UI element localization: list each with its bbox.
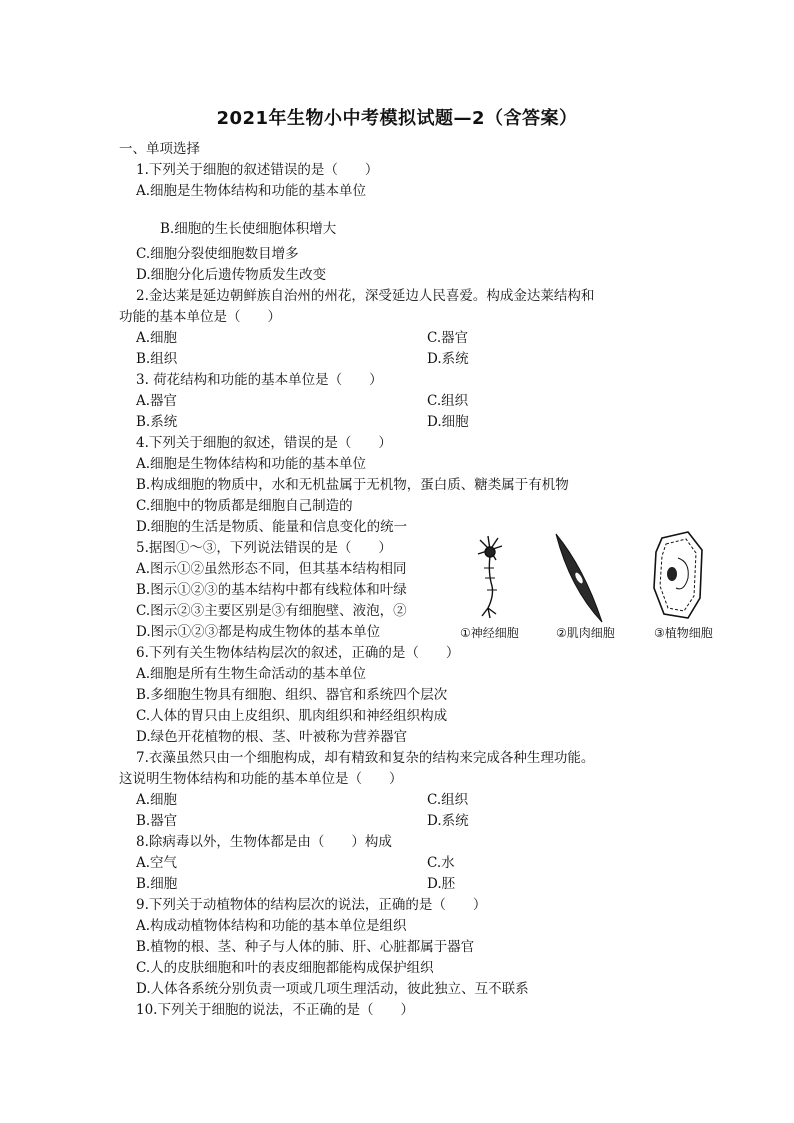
muscle-cell-illustration	[556, 534, 602, 622]
q3-option-c: C.组织	[427, 393, 469, 409]
q7-option-b: B.器官	[136, 813, 178, 829]
q8-option-c: C.水	[427, 855, 455, 871]
q5-option-d: D.图示①②③都是构成生物体的基本单位	[136, 624, 381, 640]
q8-option-d: D.胚	[427, 876, 456, 892]
caption-neuron: ①神经细胞	[460, 626, 519, 640]
section-heading: 一、单项选择	[119, 141, 200, 157]
q1-option-d: D.细胞分化后遗传物质发生改变	[136, 267, 327, 283]
caption-plant: ③植物细胞	[654, 626, 713, 640]
question-3: 3. 荷花结构和功能的基本单位是（ ）	[136, 372, 383, 388]
cell-illustrations	[452, 528, 732, 623]
question-5: 5.据图①～③，下列说法错误的是（ ）	[136, 540, 392, 556]
question-7-cont: 这说明生物体结构和功能的基本单位是（ ）	[119, 771, 403, 787]
question-2: 2.金达莱是延边朝鲜族自治州的州花，深受延边人民喜爱。构成金达莱结构和	[136, 288, 595, 304]
q6-option-d: D.绿色开花植物的根、茎、叶被称为营养器官	[136, 729, 408, 745]
question-7: 7.衣藻虽然只由一个细胞构成，却有精致和复杂的结构来完成各种生理功能。	[136, 750, 595, 766]
q1-option-c: C.细胞分裂使细胞数目增多	[136, 246, 299, 262]
q4-option-d: D.细胞的生活是物质、能量和信息变化的统一	[136, 519, 408, 535]
q7-option-c: C.组织	[427, 792, 469, 808]
question-8: 8.除病毒以外，生物体都是由（ ）构成	[136, 834, 392, 850]
q5-option-c: C.图示②③主要区别是③有细胞壁、液泡，②	[136, 603, 407, 619]
q3-option-a: A.器官	[136, 393, 178, 409]
q8-option-a: A.空气	[136, 855, 178, 871]
q7-option-a: A.细胞	[136, 792, 178, 808]
q1-option-a: A.细胞是生物体结构和功能的基本单位	[136, 183, 367, 199]
question-2-cont: 功能的基本单位是（ ）	[119, 309, 281, 325]
q9-option-a: A.构成动植物体结构和功能的基本单位是组织	[136, 918, 407, 934]
question-6: 6.下列有关生物体结构层次的叙述，正确的是（ ）	[136, 645, 460, 661]
question-9: 9.下列关于动植物体的结构层次的说法，正确的是（ ）	[136, 897, 487, 913]
q9-option-b: B.植物的根、茎、种子与人体的肺、肝、心脏都属于器官	[136, 939, 475, 955]
q2-option-c: C.器官	[427, 330, 469, 346]
q9-option-d: D.人体各系统分别负责一项或几项生理活动，彼此独立、互不联系	[136, 981, 529, 997]
q2-option-a: A.细胞	[136, 330, 178, 346]
caption-muscle: ②肌肉细胞	[556, 626, 615, 640]
q2-option-d: D.系统	[427, 351, 469, 367]
question-4: 4.下列关于细胞的叙述，错误的是（ ）	[136, 435, 392, 451]
q2-option-b: B.组织	[136, 351, 178, 367]
q1-option-b: B.细胞的生长使细胞体积增大	[160, 221, 337, 237]
q6-option-c: C.人体的胃只由上皮组织、肌肉组织和神经组织构成	[136, 708, 448, 724]
q9-option-c: C.人的皮肤细胞和叶的表皮细胞都能构成保护组织	[136, 960, 434, 976]
page-title: 2021年生物小中考模拟试题—2（含答案）	[216, 108, 578, 129]
q3-option-b: B.系统	[136, 414, 178, 430]
question-1: 1.下列关于细胞的叙述错误的是（ ）	[136, 162, 379, 178]
q8-option-b: B.细胞	[136, 876, 178, 892]
neuron-illustration	[478, 536, 502, 618]
q7-option-d: D.系统	[427, 813, 469, 829]
q6-option-a: A.细胞是所有生物生命活动的基本单位	[136, 666, 367, 682]
cell-figure	[452, 528, 732, 643]
q4-option-b: B.构成细胞的物质中，水和无机盐属于无机物，蛋白质、糖类属于有机物	[136, 477, 569, 493]
q4-option-a: A.细胞是生物体结构和功能的基本单位	[136, 456, 367, 472]
q3-option-d: D.细胞	[427, 414, 469, 430]
question-10: 10.下列关于细胞的说法，不正确的是（ ）	[136, 1002, 414, 1018]
q5-option-b: B.图示①②③的基本结构中都有线粒体和叶绿	[136, 582, 407, 598]
q4-option-c: C.细胞中的物质都是细胞自己制造的	[136, 498, 353, 514]
plant-cell-illustration	[654, 532, 702, 618]
q6-option-b: B.多细胞生物具有细胞、组织、器官和系统四个层次	[136, 687, 448, 703]
q5-option-a: A.图示①②虽然形态不同，但其基本结构相同	[136, 561, 407, 577]
